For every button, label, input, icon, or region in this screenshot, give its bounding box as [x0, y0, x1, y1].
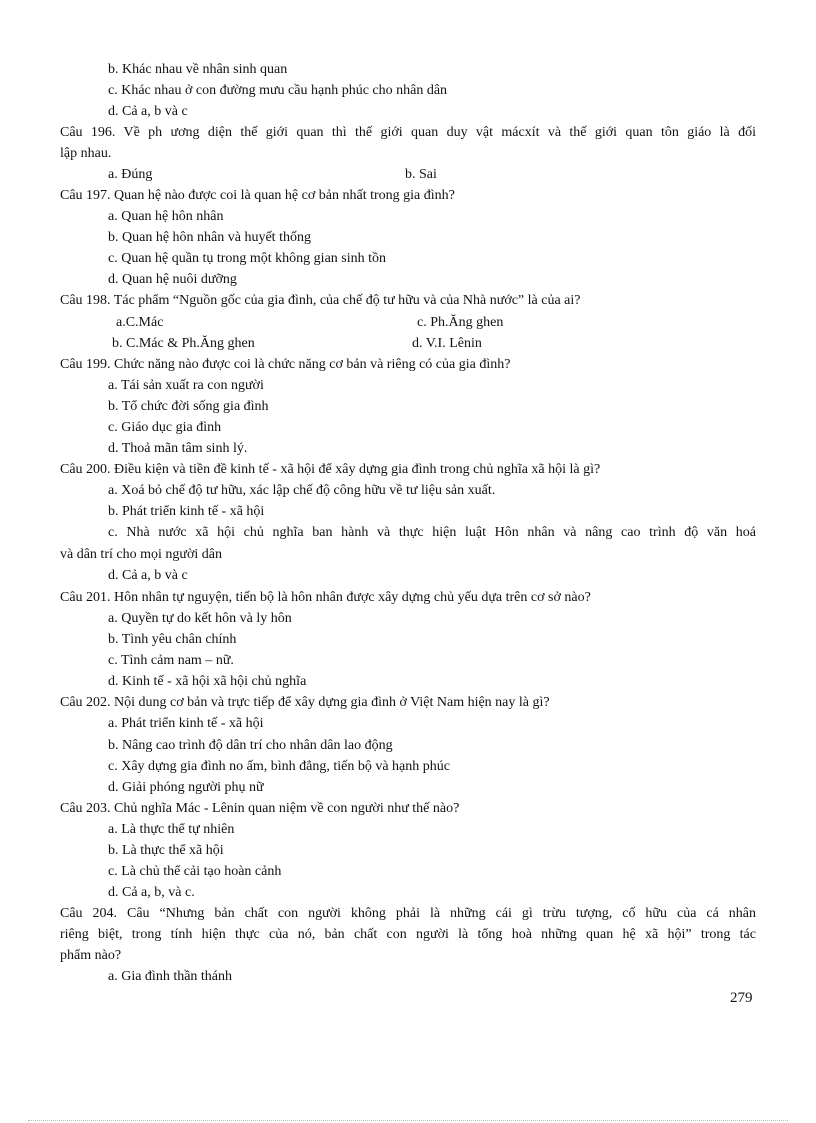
prev-option-c: c. Khác nhau ở con đường mưu cầu hạnh phúc cho nhân dân: [108, 83, 448, 98]
q200-option-b: b. Phát triển kinh tế - xã hội: [108, 504, 265, 519]
question-204: Câu 204. Câu “Nhưng bản chất con người không phải là những cái gì trừu tượng, cố hữu của cá nhân: [60, 906, 756, 921]
q197-option-a: a. Quan hệ hôn nhân: [108, 209, 224, 224]
question-196: Câu 196. Về ph ương diện thế giới quan thì thế giới quan duy vật mácxít và thế giới quan tôn giáo là đối: [60, 125, 756, 140]
question-196-cont: lập nhau.: [60, 146, 112, 161]
q203-option-a: a. Là thực thể tự nhiên: [108, 822, 235, 837]
question-197: Câu 197. Quan hệ nào được coi là quan hệ cơ bản nhất trong gia đình?: [60, 188, 455, 203]
q203-option-b: b. Là thực thể xã hội: [108, 843, 224, 858]
q200-option-a: a. Xoá bỏ chế độ tư hữu, xác lập chế độ công hữu về tư liệu sản xuất.: [108, 483, 496, 498]
q201-option-c: c. Tình cảm nam – nữ.: [108, 653, 234, 668]
q200-option-c-cont: và dân trí cho mọi người dân: [60, 547, 222, 562]
question-203: Câu 203. Chủ nghĩa Mác - Lênin quan niệm về con người như thế nào?: [60, 801, 460, 816]
q196-option-a: a. Đúng: [108, 167, 153, 182]
question-204-end: phẩm nào?: [60, 948, 122, 963]
q199-option-d: d. Thoả mãn tâm sinh lý.: [108, 441, 248, 456]
q196-option-b: b. Sai: [405, 167, 437, 182]
page-number: 279: [730, 990, 753, 1006]
page-bottom-border: [28, 1120, 788, 1121]
prev-option-d: d. Cả a, b và c: [108, 104, 188, 119]
q200-option-c: c. Nhà nước xã hội chủ nghĩa ban hành và thực hiện luật Hôn nhân và nâng cao trình độ văn hoá: [108, 525, 756, 540]
prev-option-b: b. Khác nhau về nhân sinh quan: [108, 62, 288, 77]
q198-option-b: b. C.Mác & Ph.Ăng ghen: [112, 336, 255, 351]
q197-option-b: b. Quan hệ hôn nhân và huyết thống: [108, 230, 311, 245]
q201-option-d: d. Kinh tế - xã hội xã hội chủ nghĩa: [108, 674, 307, 689]
q204-option-a: a. Gia đình thần thánh: [108, 969, 233, 984]
question-201: Câu 201. Hôn nhân tự nguyện, tiến bộ là hôn nhân được xây dựng chủ yếu dựa trên cơ sở nào?: [60, 590, 591, 605]
question-202: Câu 202. Nội dung cơ bản và trực tiếp để xây dựng gia đình ở Việt Nam hiện nay là gì?: [60, 695, 550, 710]
q197-option-d: d. Quan hệ nuôi dưỡng: [108, 272, 237, 287]
question-199: Câu 199. Chức năng nào được coi là chức năng cơ bản và riêng có của gia đình?: [60, 357, 511, 372]
question-204-cont: riêng biệt, trong tính hiện thực của nó, bản chất con người là tổng hoà những quan hệ xã hội” trong tác: [60, 927, 756, 942]
q202-option-a: a. Phát triển kinh tế - xã hội: [108, 716, 264, 731]
question-200: Câu 200. Điều kiện và tiền đề kinh tế - xã hội để xây dựng gia đình trong chủ nghĩa xã hội là gì?: [60, 462, 601, 477]
q202-option-c: c. Xây dựng gia đình no ấm, bình đẳng, tiến bộ và hạnh phúc: [108, 759, 450, 774]
q201-option-a: a. Quyền tự do kết hôn và ly hôn: [108, 611, 292, 626]
q200-option-d: d. Cả a, b và c: [108, 568, 188, 583]
q198-option-d: d. V.I. Lênin: [412, 336, 482, 351]
q197-option-c: c. Quan hệ quần tụ trong một không gian sinh tồn: [108, 251, 387, 266]
q199-option-a: a. Tái sản xuất ra con người: [108, 378, 264, 393]
q203-option-d: d. Cả a, b, và c.: [108, 885, 195, 900]
q199-option-c: c. Giáo dục gia đình: [108, 420, 222, 435]
q201-option-b: b. Tình yêu chân chính: [108, 632, 237, 647]
q203-option-c: c. Là chủ thể cải tạo hoàn cảnh: [108, 864, 282, 879]
q202-option-b: b. Nâng cao trình độ dân trí cho nhân dân lao động: [108, 738, 393, 753]
q199-option-b: b. Tổ chức đời sống gia đình: [108, 399, 269, 414]
q202-option-d: d. Giải phóng người phụ nữ: [108, 780, 264, 795]
q198-option-a: a.C.Mác: [116, 315, 164, 330]
question-198: Câu 198. Tác phẩm “Nguồn gốc của gia đình, của chế độ tư hữu và của Nhà nước” là của ai?: [60, 293, 581, 308]
q198-option-c: c. Ph.Ăng ghen: [417, 315, 504, 330]
